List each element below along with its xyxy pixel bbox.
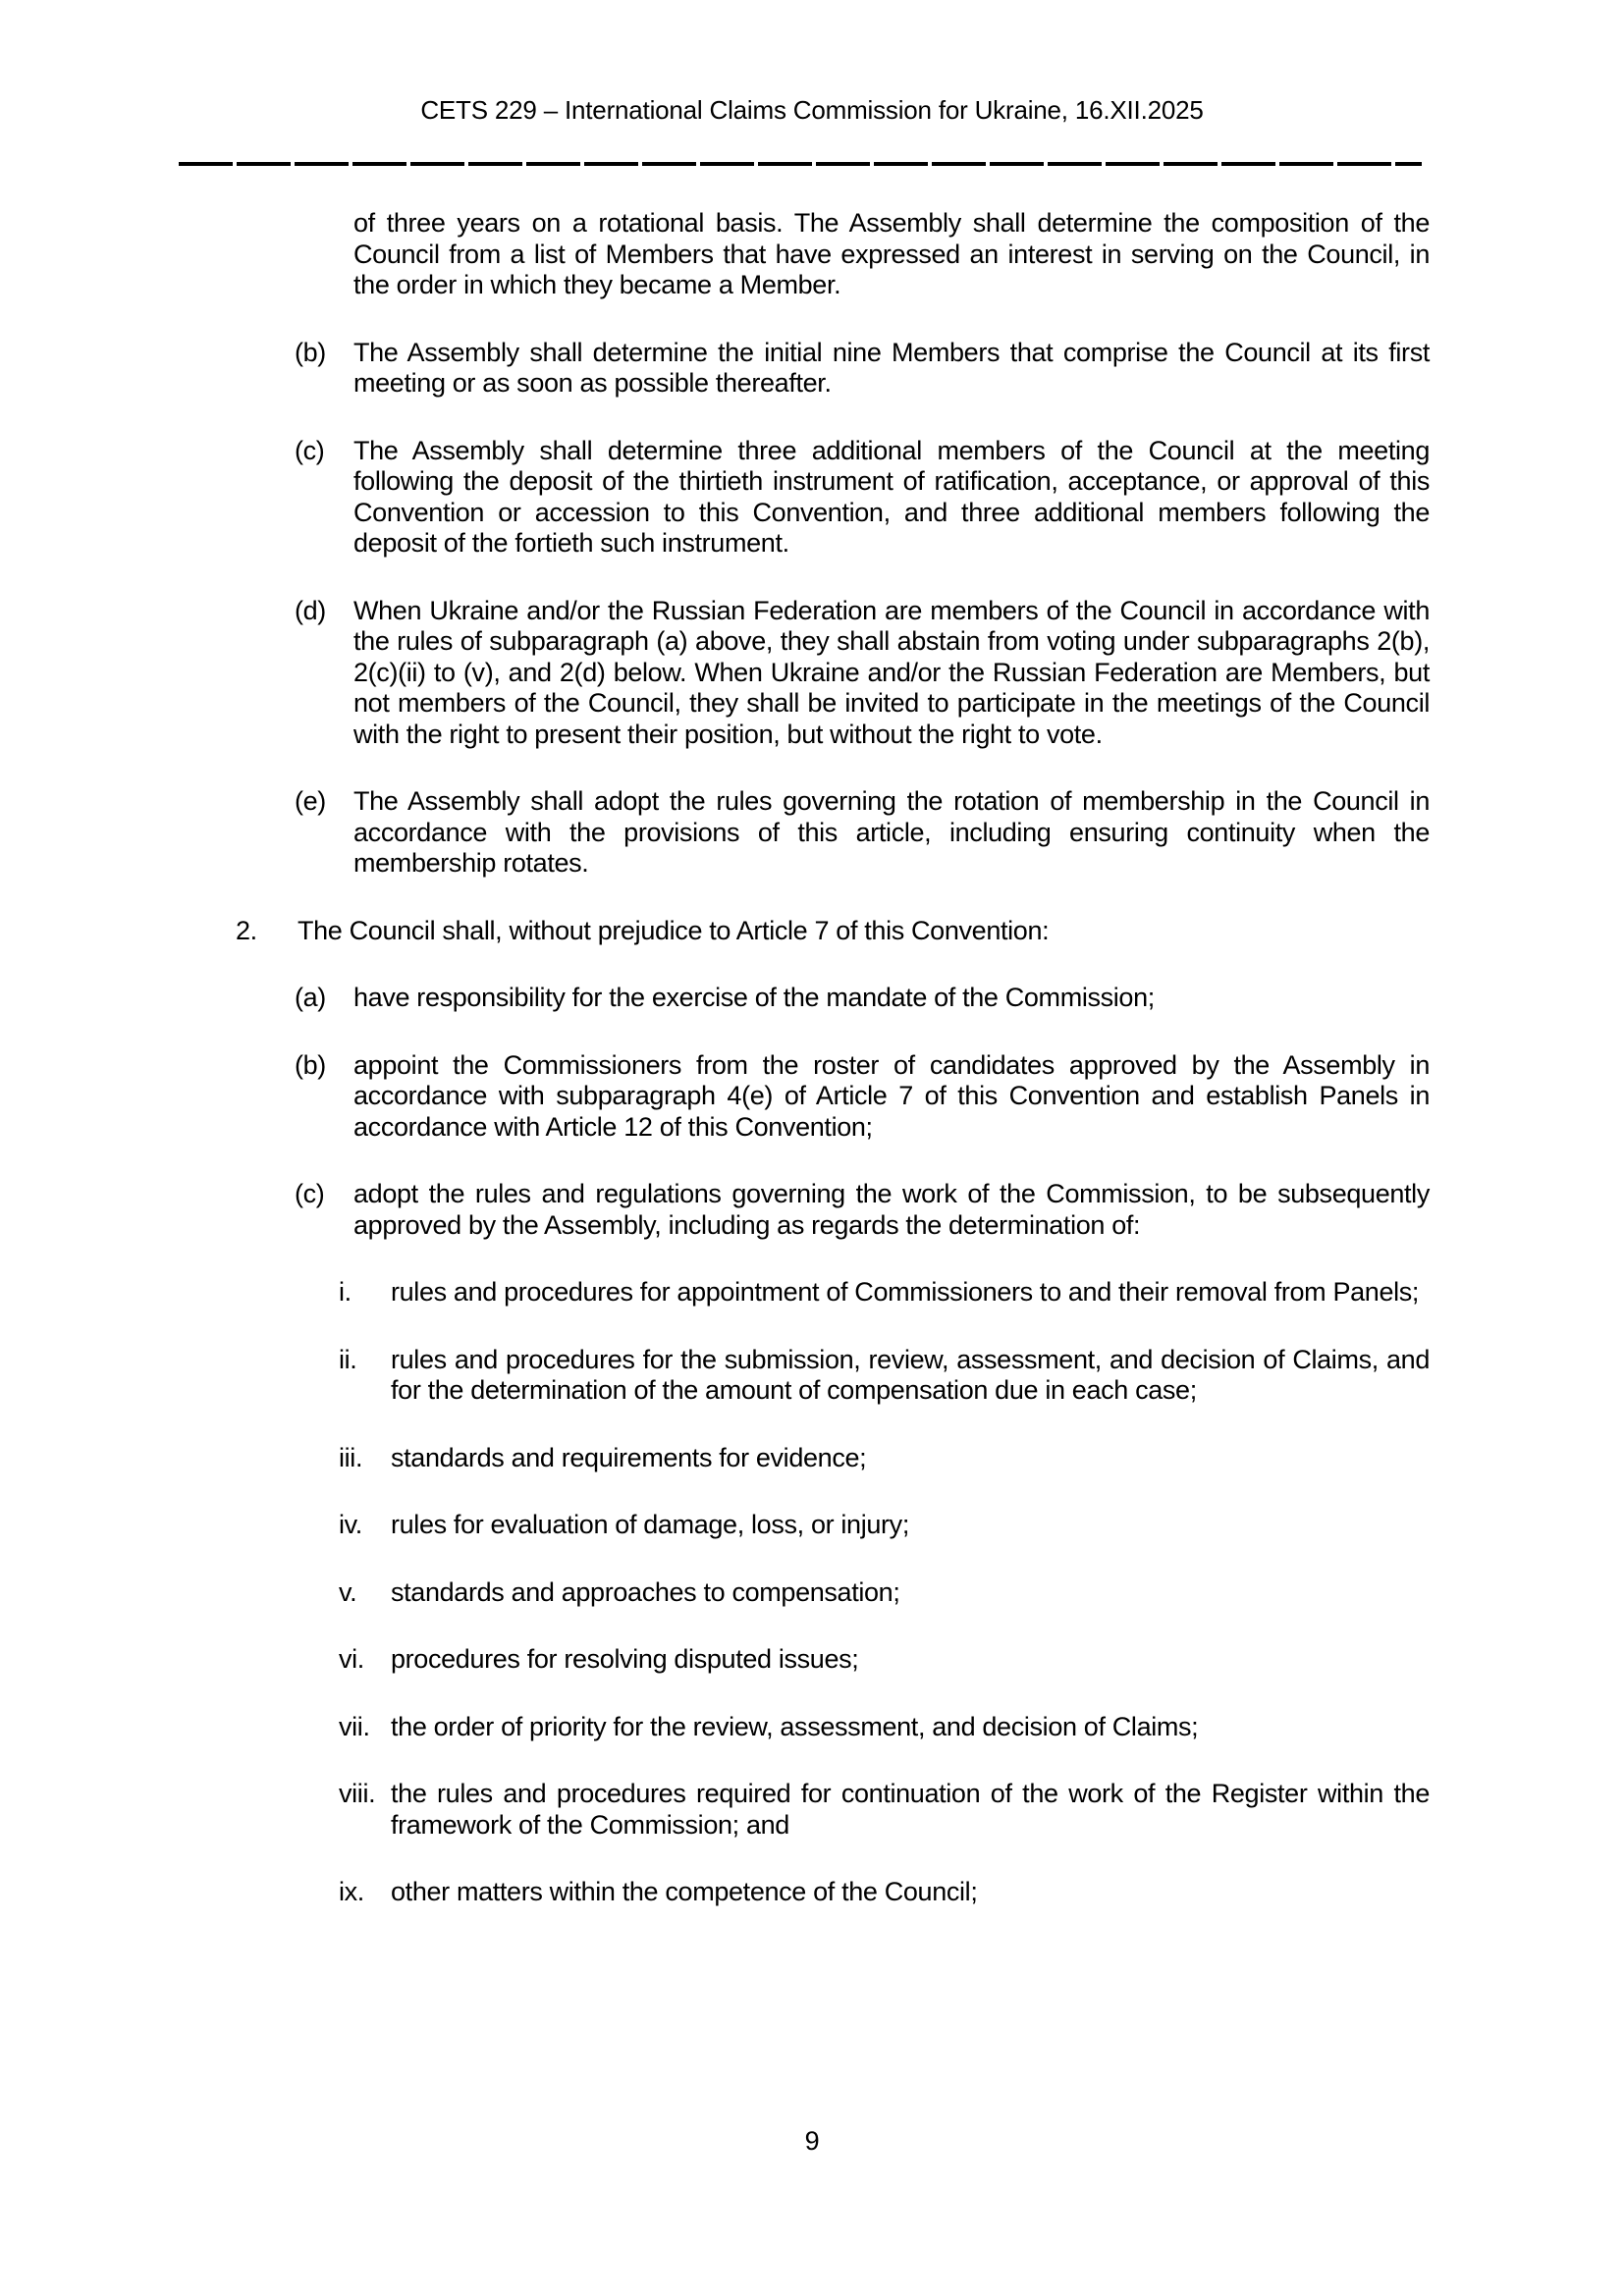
item-label: vi.	[339, 1644, 364, 1674]
item-label: (c)	[295, 1179, 325, 1208]
paragraph-continuation: of three years on a rotational basis. The Assembly shall determine the composition of the Council from a list of Members that have expressed an interest in serving on the Council, in the order in which they became a Member.	[353, 208, 1430, 299]
item-label: ii.	[339, 1344, 357, 1374]
roman-item-iii	[339, 1443, 1624, 1474]
item-text: The Assembly shall determine three additional members of the Council at the meeting following the deposit of the thirtieth instrument of ratification, acceptance, or approval of this Convention or accession to this Convention, and three additional members following the deposit of the fortieth such instrument.	[353, 435, 1430, 558]
item-label: (a)	[295, 983, 326, 1012]
roman-item-vii	[339, 1712, 1624, 1743]
item-text: The Assembly shall determine the initial nine Members that comprise the Council at its first meeting or as soon as possible thereafter.	[353, 337, 1430, 398]
document-header-title: CETS 229 – International Claims Commission for Ukraine, 16.XII.2025	[420, 95, 1204, 125]
item-label: v.	[339, 1576, 357, 1607]
item-label: (c)	[295, 435, 325, 465]
item-text: rules and procedures for appointment of Commissioners to and their removal from Panels;	[391, 1277, 1420, 1307]
item-label: (b)	[295, 337, 326, 367]
item-label: viii.	[339, 1779, 376, 1808]
list-item-2b	[295, 1050, 1624, 1144]
item-label: (d)	[295, 595, 326, 625]
item-label: (b)	[295, 1049, 326, 1080]
item-label: iii.	[339, 1442, 363, 1472]
roman-item-iv	[339, 1510, 1624, 1541]
item-text: adopt the rules and regulations governing the work of the Commission, to be subsequently approved by the Assembly, including as regards the determination of:	[353, 1179, 1430, 1240]
document-body	[0, 208, 1624, 1945]
item-text: standards and approaches to compensation;	[391, 1576, 900, 1607]
item-text: procedures for resolving disputed issues;	[391, 1644, 859, 1674]
list-item-b	[295, 338, 1624, 400]
list-item-2a	[295, 983, 1624, 1014]
list-item-d	[295, 596, 1624, 751]
item-text: standards and requirements for evidence;	[391, 1442, 867, 1472]
page-header	[0, 95, 1624, 125]
item-label: (e)	[295, 786, 326, 816]
numbered-item-2	[236, 916, 1624, 947]
item-text: rules and procedures for the submission, review, assessment, and decision of Claims, and for the determination of the amount of compensation due in each case;	[391, 1344, 1430, 1405]
item-text: The Council shall, without prejudice to Article 7 of this Convention:	[298, 915, 1050, 945]
item-text: The Assembly shall adopt the rules governing the rotation of membership in the Council in accordance with the provisions of this article, including ensuring continuity when the membership rotates.	[353, 786, 1430, 878]
roman-item-viii	[339, 1779, 1624, 1841]
roman-item-ix	[339, 1877, 1624, 1908]
item-label: ix.	[339, 1877, 364, 1906]
item-text: rules for evaluation of damage, loss, or injury;	[391, 1510, 909, 1539]
list-item-c	[295, 436, 1624, 560]
roman-item-ii	[339, 1345, 1624, 1407]
page-footer	[0, 2126, 1624, 2158]
item-text: When Ukraine and/or the Russian Federation are members of the Council in accordance with the rules of subparagraph (a) above, they shall abstain from voting under subparagraphs 2(b), 2(c)(ii) to (v), and 2(d) below. When Ukraine and/or the Russian Federation are Members, but not members of the Council, they shall be invited to participate in the meetings of the Council with the right to present their position, but without the right to vote.	[353, 595, 1430, 749]
item-label: iv.	[339, 1510, 362, 1539]
roman-item-vi	[339, 1644, 1624, 1676]
item-text: other matters within the competence of the Council;	[391, 1877, 978, 1906]
item-label: i.	[339, 1277, 352, 1307]
list-item-2c	[295, 1179, 1624, 1241]
list-item-e	[295, 786, 1624, 880]
roman-item-i	[339, 1277, 1624, 1308]
item-text: the order of priority for the review, assessment, and decision of Claims;	[391, 1711, 1199, 1741]
page-number: 9	[804, 2126, 820, 2156]
item-label: vii.	[339, 1711, 370, 1741]
item-text: have responsibility for the exercise of the mandate of the Commission;	[353, 983, 1155, 1012]
item-label: 2.	[236, 915, 257, 945]
item-text: the rules and procedures required for continuation of the work of the Register within the framework of the Commission; and	[391, 1779, 1430, 1840]
item-text: appoint the Commissioners from the roster of candidates approved by the Assembly in accordance with subparagraph 4(e) of Article 7 of this Convention and establish Panels in accordance with Article 12 of this Convention;	[353, 1049, 1430, 1142]
roman-item-v	[339, 1577, 1624, 1609]
header-divider-rule	[179, 162, 1422, 166]
